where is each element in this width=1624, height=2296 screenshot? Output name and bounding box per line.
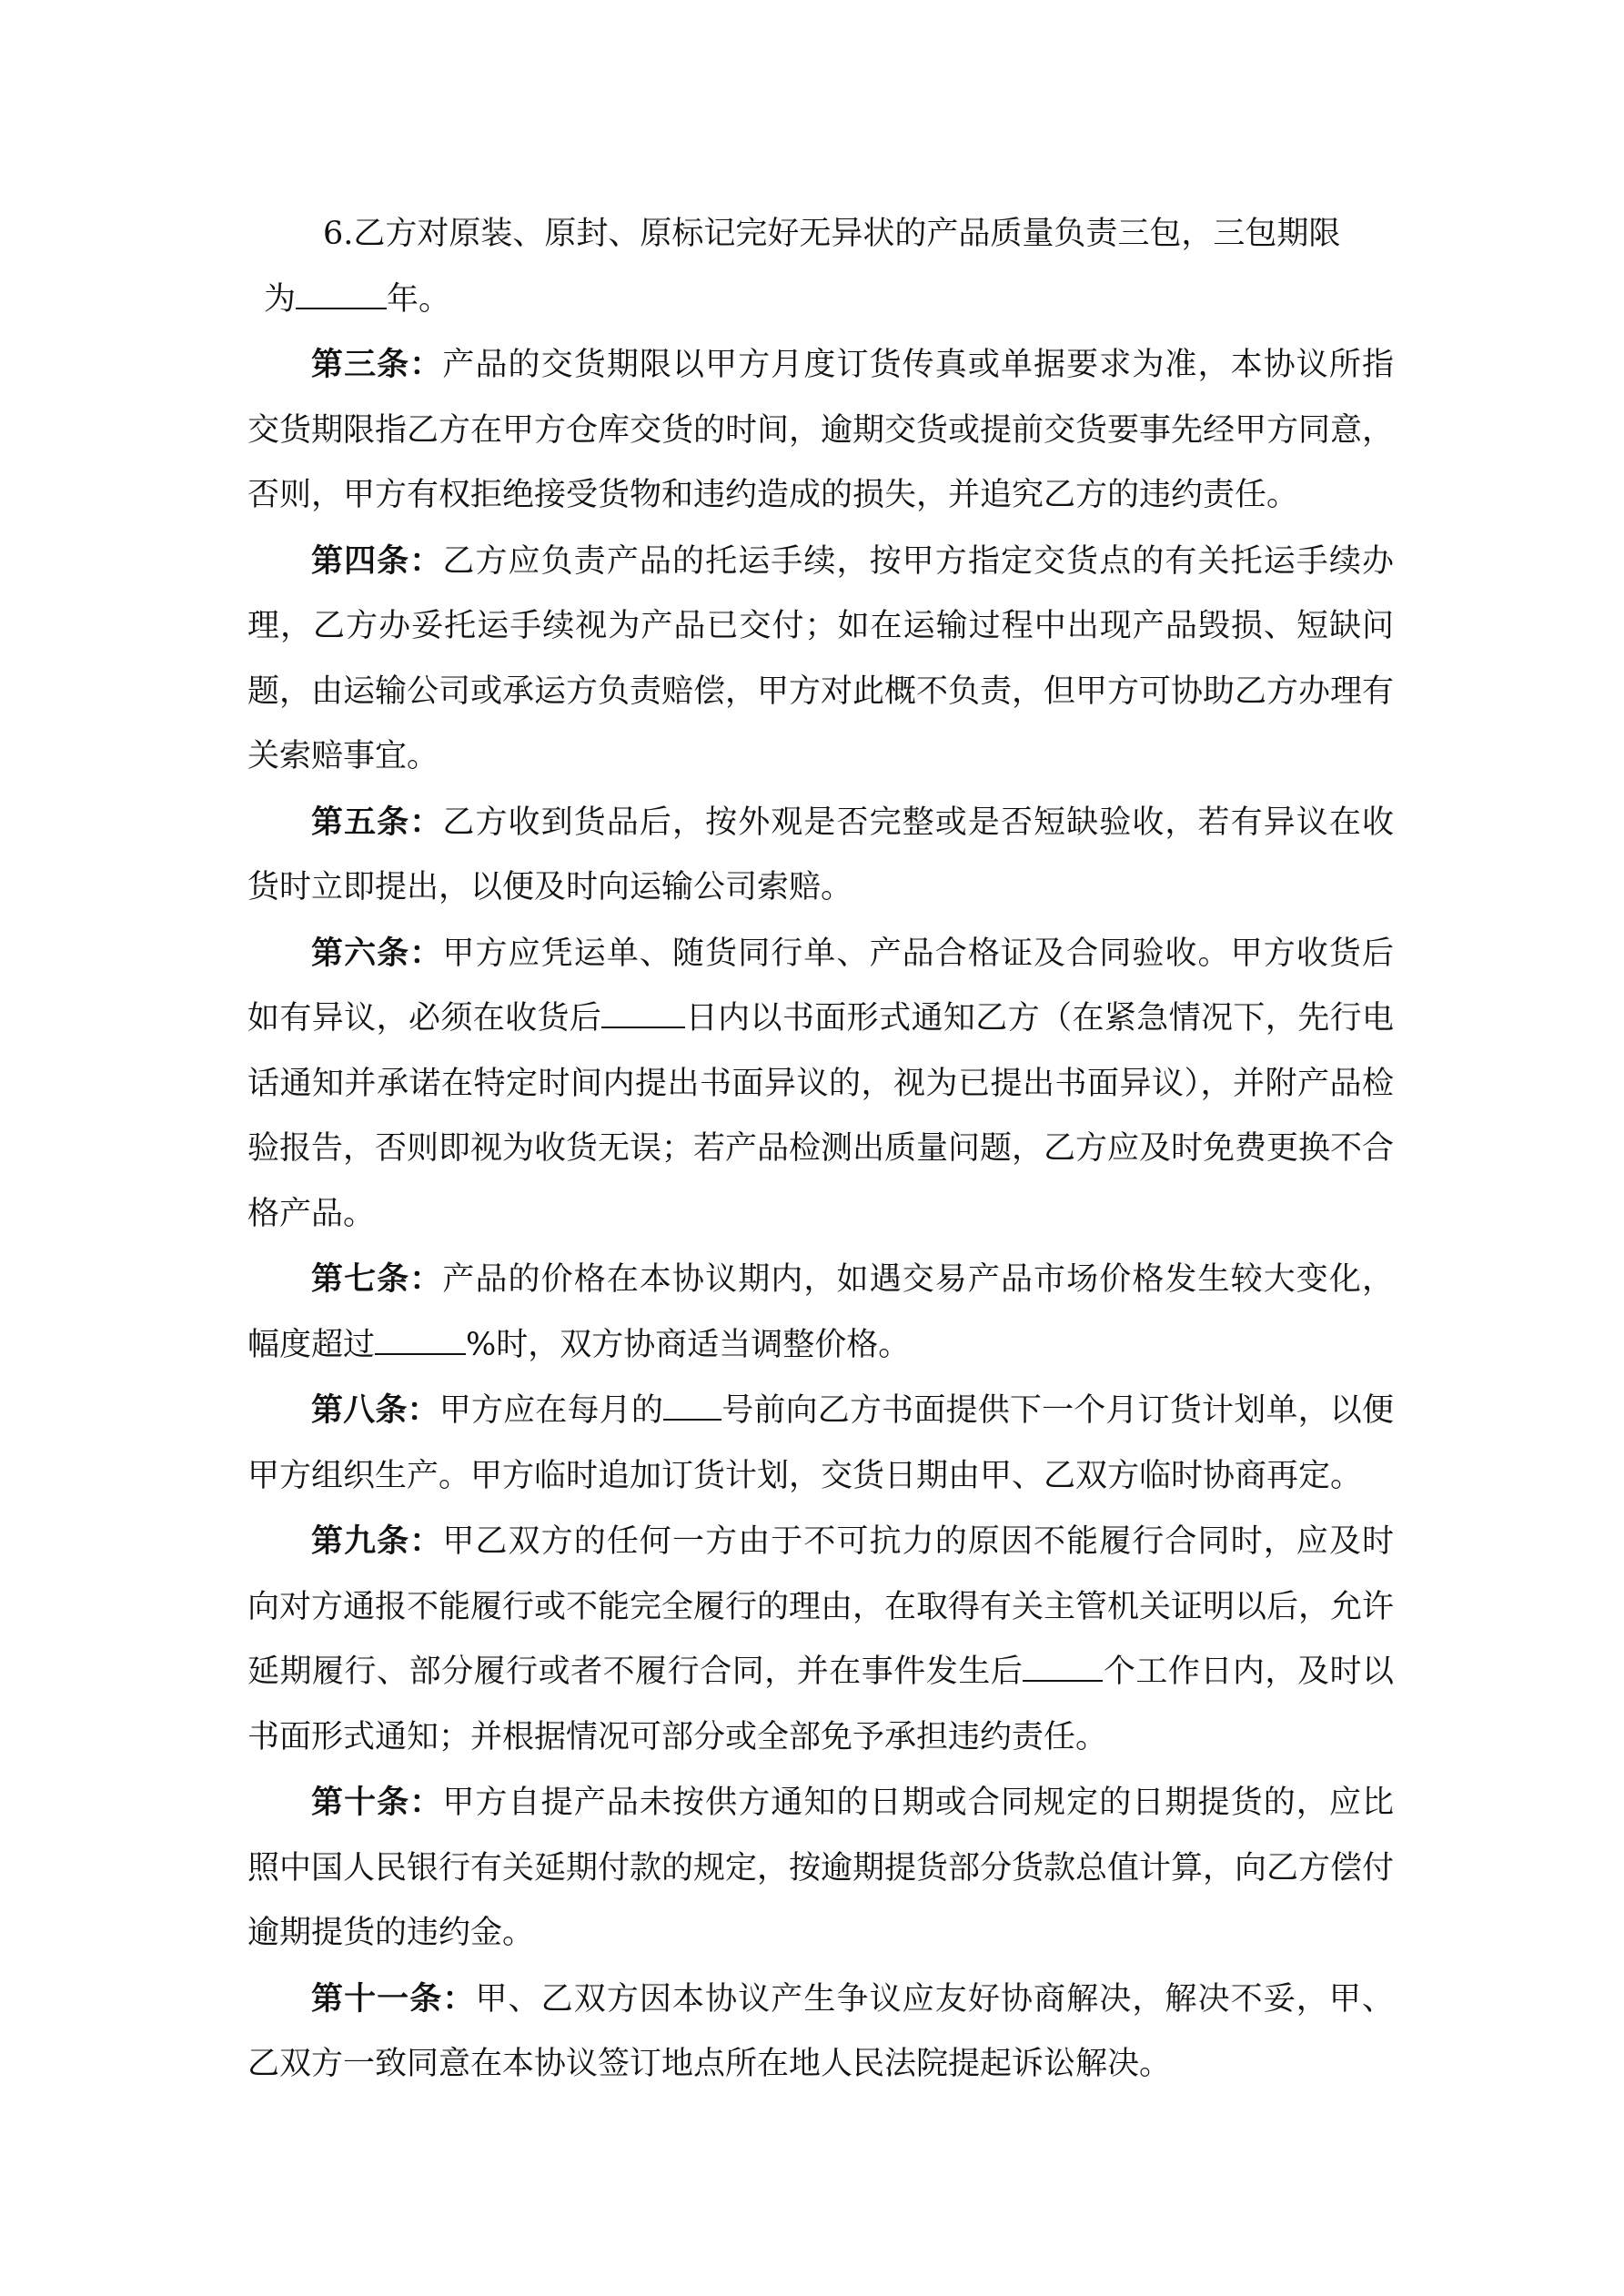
article-10 (247, 1770, 1394, 1967)
article-3 (247, 332, 1394, 529)
article-5 (247, 790, 1394, 921)
article-9-label: 第九条： (311, 1522, 443, 1560)
article-9 (247, 1509, 1394, 1770)
article-10-label: 第十条： (311, 1784, 443, 1821)
article-3-text: 产品的交货期限以甲方月度订货传真或单据要求为准，本协议所指交货期限指乙方在甲方仓库交货的时间，逾期交货或提前交货要事先经甲方同意，否则，甲方有权拒绝接受货物和违约造成的损失，并追究乙方的违约责任。 (247, 347, 1395, 513)
article-8-text-before: 甲方应在每月的 (439, 1392, 664, 1429)
article-3-label: 第三条： (311, 346, 443, 383)
article-7-text-before: 产品的价格在本协议期内，如遇交易产品市场价格发生较大变化，幅度超过 (247, 1261, 1394, 1363)
article-7 (247, 1247, 1394, 1378)
article-10-text: 甲方自提产品未按供方通知的日期或合同规定的日期提货的，应比照中国人民银行有关延期付款的规定，按逾期提货部分货款总值计算，向乙方偿付逾期提货的违约金。 (247, 1785, 1395, 1951)
article-6 (247, 921, 1394, 1248)
article-4-text: 乙方应负责产品的托运手续，按甲方指定交货点的有关托运手续办理，乙方办妥托运手续视为产品已交付；如在运输过程中出现产品毁损、短缺问题，由运输公司或承运方负责赔偿，甲方对此概不负责，但甲方可协助乙方办理有关索赔事宜。 (247, 542, 1395, 774)
article-5-label: 第五条： (311, 803, 443, 841)
document-body (247, 202, 1394, 2098)
objection-days-blank (601, 997, 685, 1028)
item6-prefix: 为 (264, 280, 297, 318)
article-11-label: 第十一条： (311, 1979, 476, 2018)
article-11-text: 甲、乙双方因本协议产生争议应友好协商解决，解决不妥，甲、乙双方一致同意在本协议签订地点所在地人民法院提起诉讼解决。 (247, 1980, 1394, 2082)
article-6-label: 第六条： (311, 934, 443, 972)
article-5-text: 乙方收到货品后，按外观是否完整或是否短缺验收，若有异议在收货时立即提出，以便及时向运输公司索赔。 (247, 804, 1394, 905)
price-change-percent-blank (375, 1324, 466, 1355)
clause-item-6-continued (247, 268, 1394, 333)
article-7-text-after: %时，双方协商适当调整价格。 (466, 1326, 911, 1363)
article-4 (247, 529, 1394, 790)
article-8-text-after: 号前向乙方书面提供下一个月订货计划单，以便甲方组织生产。甲方临时追加订货计划，交货日期由甲、乙双方临时协商再定。 (247, 1392, 1394, 1494)
article-8 (247, 1378, 1394, 1509)
article-6-text-before: 甲方应凭运单、随货同行单、产品合格证及合同验收。甲方收货后如有异议，必须在收货后 (247, 935, 1394, 1037)
article-9-text-before: 甲乙双方的任何一方由于不可抗力的原因不能履行合同时，应及时向对方通报不能履行或不能完全履行的理由，在取得有关主管机关证明以后，允许延期履行、部分履行或者不履行合同，并在事件发生后 (247, 1523, 1395, 1690)
notice-workdays-blank (1023, 1651, 1103, 1682)
item6-suffix: 年。 (387, 280, 451, 318)
article-6-text-after: 日内以书面形式通知乙方（在紧急情况下，先行电话通知并承诺在特定时间内提出书面异议的，视为已提出书面异议），并附产品检验报告，否则即视为收货无误；若产品检测出质量问题，乙方应及时免费更换不合格产品。 (247, 1000, 1395, 1232)
article-9-text-after: 个工作日内，及时以书面形式通知；并根据情况可部分或全部免予承担违约责任。 (247, 1654, 1394, 1755)
warranty-years-blank (296, 278, 387, 309)
article-7-label: 第七条： (311, 1260, 443, 1298)
article-11 (247, 1967, 1394, 2098)
article-4-label: 第四条： (311, 541, 443, 580)
order-day-blank (663, 1390, 721, 1421)
clause-item-6 (247, 202, 1394, 268)
article-8-label: 第八条： (311, 1391, 439, 1429)
item6-text: 6.乙方对原装、原封、原标记完好无异状的产品质量负责三包，三包期限 (323, 216, 1341, 252)
